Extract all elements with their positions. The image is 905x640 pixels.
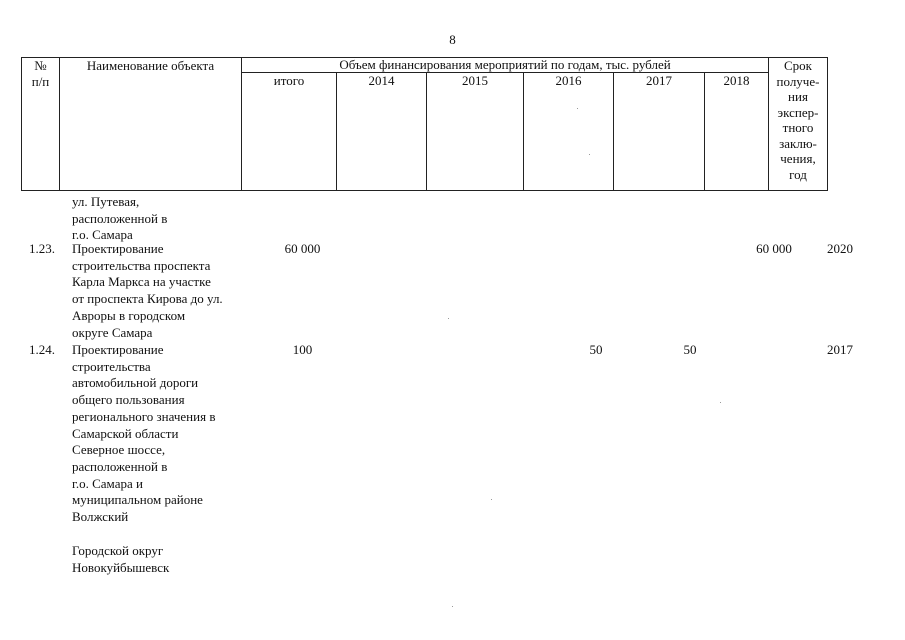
name-line: расположенной в bbox=[72, 458, 168, 474]
name-line: автомобильной дороги bbox=[72, 375, 199, 391]
name-line: г.о. Самара и bbox=[72, 475, 143, 491]
name-line: Северное шоссе, bbox=[72, 442, 166, 458]
header-number-line-1: № bbox=[34, 58, 47, 73]
scan-speck bbox=[589, 154, 590, 155]
name-line: общего пользования bbox=[72, 392, 185, 408]
name-line: Самарской области bbox=[72, 425, 179, 441]
name-line: расположенной в bbox=[72, 210, 168, 226]
row-1-23-deadline: 2020 bbox=[827, 241, 853, 256]
header-year-2016: 2016 bbox=[524, 73, 614, 191]
scan-speck bbox=[491, 499, 492, 500]
section-heading bbox=[72, 543, 262, 576]
header-number-line-2: п/п bbox=[31, 73, 50, 89]
scan-speck bbox=[452, 606, 453, 607]
header-year-2014: 2014 bbox=[337, 73, 427, 191]
scan-speck bbox=[577, 108, 578, 109]
name-line: г.о. Самара bbox=[72, 227, 133, 243]
row-1-24-deadline: 2017 bbox=[827, 342, 853, 357]
row-1-23-2018: 60 000 bbox=[756, 241, 792, 256]
header-deadline-line: ния bbox=[788, 89, 808, 104]
header-deadline-column bbox=[769, 58, 828, 191]
row-1-24-2016: 50 bbox=[589, 342, 603, 357]
header-financing-group: Объем финансирования мероприятий по годам, тыс. рублей bbox=[242, 58, 769, 73]
header-year-2015: 2015 bbox=[427, 73, 524, 191]
name-line: Волжский bbox=[72, 509, 129, 525]
name-line: регионального значения в bbox=[72, 408, 216, 424]
name-line: округе Самара bbox=[72, 324, 153, 340]
name-line: от проспекта Кирова до ул. bbox=[72, 291, 223, 307]
header-deadline-line: экспер- bbox=[777, 104, 819, 120]
header-year-2018: 2018 bbox=[705, 73, 769, 191]
section-heading-line: Новокуйбышевск bbox=[72, 559, 170, 575]
name-line: Карла Маркса на участке bbox=[72, 274, 211, 290]
header-deadline-line: год bbox=[789, 166, 807, 182]
scan-speck bbox=[448, 318, 449, 319]
header-name-label: Наименование объекта bbox=[86, 58, 215, 73]
table-header bbox=[21, 57, 828, 191]
header-deadline-line: получе- bbox=[776, 73, 820, 89]
name-line: строительства bbox=[72, 358, 151, 374]
name-line: Авроры в городском bbox=[72, 307, 186, 323]
header-deadline-line: тного bbox=[782, 120, 814, 135]
row-1-24-2017: 50 bbox=[683, 342, 697, 357]
row-1-24-number: 1.24. bbox=[29, 342, 55, 357]
header-total-column: итого bbox=[242, 73, 337, 191]
row-continuation-name bbox=[72, 194, 262, 244]
row-1-24-total: 100 bbox=[292, 342, 313, 357]
header-deadline-line: чения, bbox=[780, 151, 816, 166]
header-year-2017: 2017 bbox=[614, 73, 705, 191]
name-line: Проектирование bbox=[72, 241, 164, 256]
name-line: ул. Путевая, bbox=[72, 194, 140, 209]
row-1-24-name bbox=[72, 342, 262, 526]
name-line: муниципальном районе bbox=[72, 492, 203, 508]
header-deadline-line: заклю- bbox=[779, 135, 817, 151]
section-heading-line: Городской округ bbox=[72, 543, 164, 558]
header-name-column bbox=[60, 58, 242, 191]
row-1-23-name bbox=[72, 241, 262, 341]
name-line: Проектирование bbox=[72, 342, 164, 357]
page-number: 8 bbox=[449, 32, 456, 47]
header-deadline-line: Срок bbox=[784, 58, 812, 73]
row-1-23-total: 60 000 bbox=[284, 241, 321, 256]
header-number-column bbox=[22, 58, 60, 191]
name-line: строительства проспекта bbox=[72, 257, 211, 273]
row-1-23-number: 1.23. bbox=[29, 241, 55, 256]
scan-speck bbox=[720, 402, 721, 403]
